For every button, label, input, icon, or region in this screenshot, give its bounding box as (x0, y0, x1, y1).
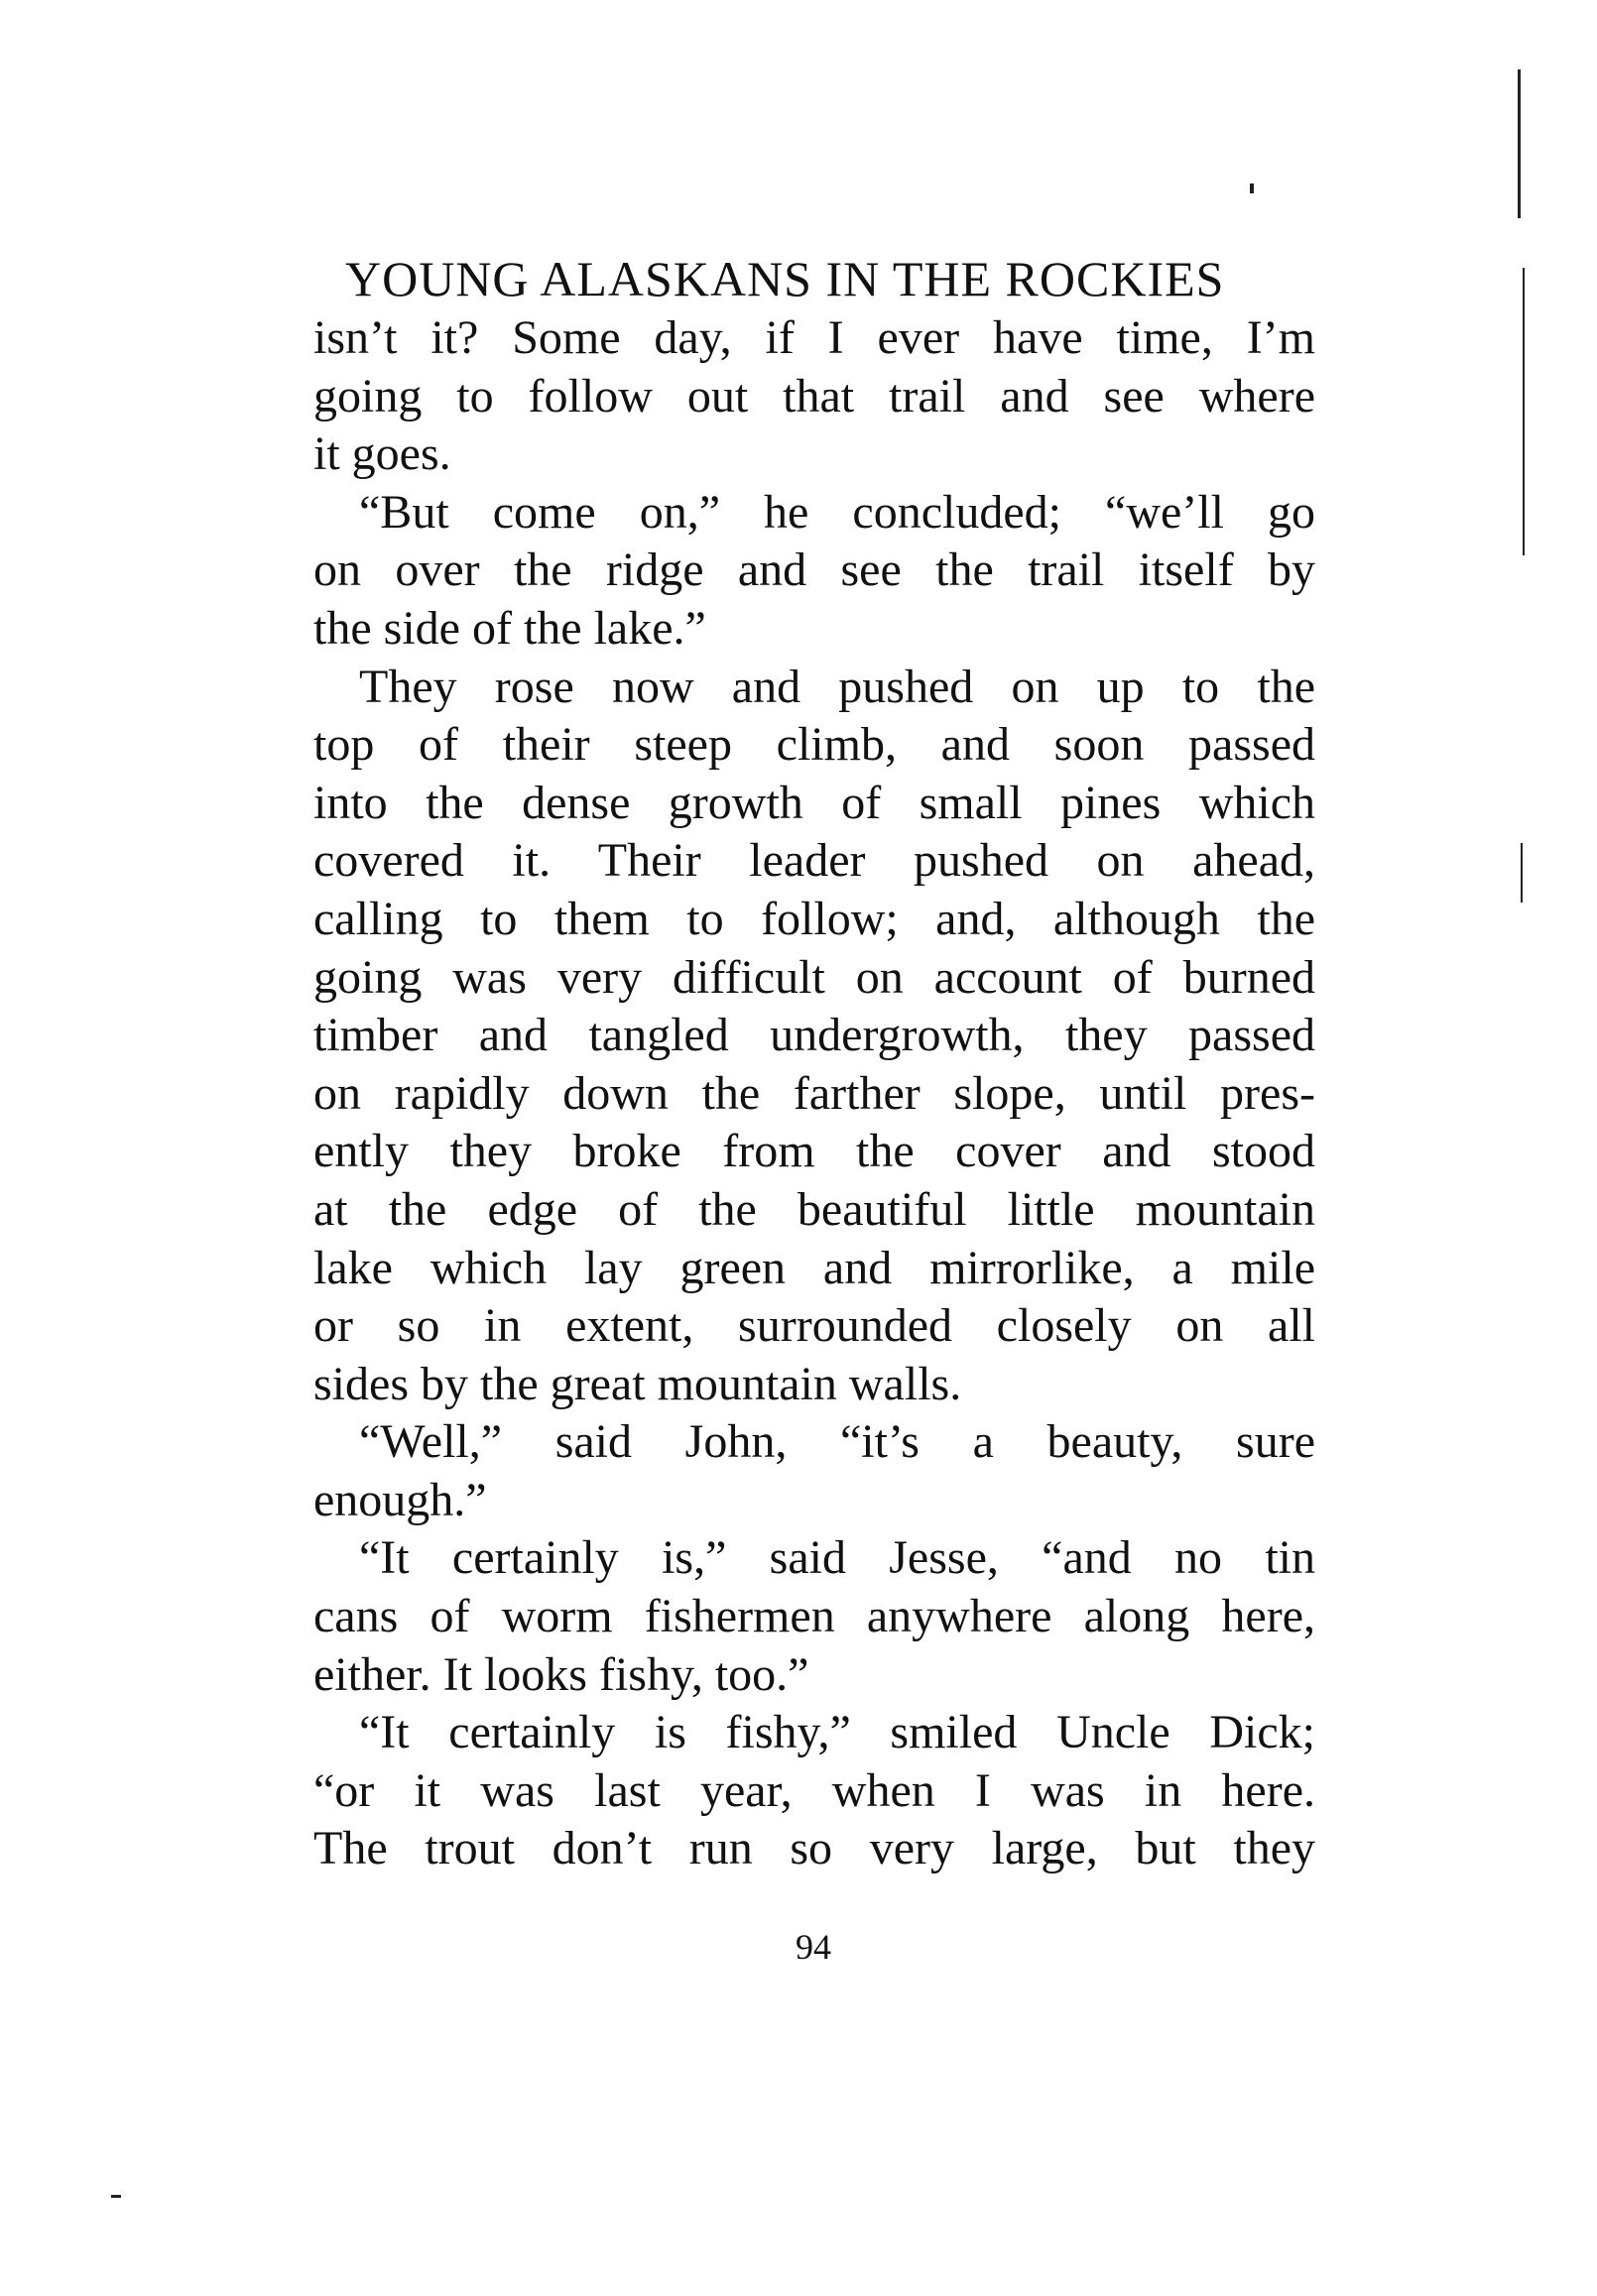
text-line: on over the ridge and see the trail itself by (313, 544, 1315, 597)
text-line: “It certainly is,” said Jesse, “and no tin (359, 1531, 1315, 1585)
text-line: on rapidly down the farther slope, until pres- (313, 1066, 1315, 1120)
text-line: The trout don’t run so very large, but they (313, 1822, 1315, 1875)
text-line: going was very difficult on account of burned (313, 950, 1315, 1004)
text-line: top of their steep climb, and soon passed (313, 718, 1315, 772)
text-line: calling to them to follow; and, although the (313, 892, 1315, 945)
text-line: isn’t it? Some day, if I ever have time, I’m (313, 311, 1315, 364)
page-number: 94 (796, 1927, 831, 1967)
text-line: going to follow out that trail and see where (313, 369, 1315, 423)
scan-mark (111, 2195, 121, 2198)
text-line: “It certainly is fishy,” smiled Uncle Dick; (359, 1706, 1315, 1759)
text-line: covered it. Their leader pushed on ahead, (313, 834, 1315, 888)
text-line: timber and tangled undergrowth, they passed (313, 1009, 1315, 1062)
running-head: YOUNG ALASKANS IN THE ROCKIES (345, 251, 1225, 306)
text-line: enough.” (313, 1473, 487, 1526)
scan-mark (1523, 268, 1525, 555)
text-line: either. It looks fishy, too.” (313, 1647, 809, 1701)
text-line: lake which lay green and mirrorlike, a mile (313, 1241, 1315, 1294)
scan-mark (1521, 843, 1523, 903)
body-text (313, 309, 1315, 1878)
text-line: the side of the lake.” (313, 601, 706, 655)
text-line: They rose now and pushed on up to the (359, 660, 1315, 713)
text-line: “Well,” said John, “it’s a beauty, sure (359, 1415, 1315, 1469)
text-line: “or it was last year, when I was in here. (313, 1763, 1315, 1817)
text-line: or so in extent, surrounded closely on all (313, 1299, 1315, 1353)
text-line: sides by the great mountain walls. (313, 1357, 962, 1410)
scan-mark (1250, 183, 1254, 193)
text-line: into the dense growth of small pines which (313, 776, 1315, 829)
text-line: cans of worm fishermen anywhere along here, (313, 1590, 1315, 1643)
text-line: “But come on,” he concluded; “we’ll go (359, 485, 1315, 539)
scan-mark (1518, 69, 1521, 218)
text-line: ently they broke from the cover and stood (313, 1125, 1315, 1178)
text-line: it goes. (313, 427, 451, 481)
text-line: at the edge of the beautiful little mountain (313, 1182, 1315, 1236)
